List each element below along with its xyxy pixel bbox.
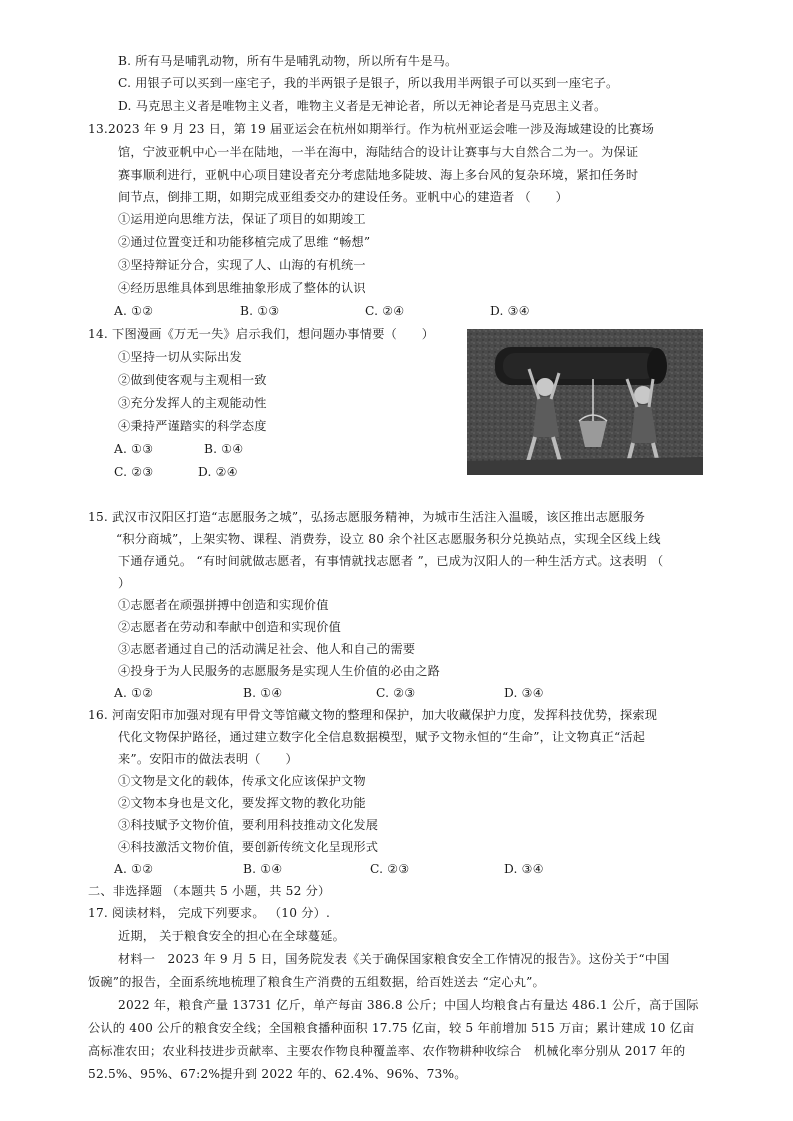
q17-material-1-line-2: 饭碗”的报告，全面系统地梳理了粮食生产消费的五组数据，给百姓送去 “定心丸”。 <box>88 975 545 989</box>
q15-stem-line-3: 下通存通兑。 “有时间就做志愿者，有事情就找志愿者 ”，已成为汉阳人的一种生活方式。这表明 （ <box>118 554 664 568</box>
q17-data-line-2: 公认的 400 公斤的粮食安全线；全国粮食播种面积 17.75 亿亩，较 5 年前增加 515 万亩；累计建成 10 亿亩 <box>88 1021 695 1035</box>
q15-item-3: ③志愿者通过自己的活动满足社会、他人和自己的需要 <box>118 642 416 656</box>
q13-item-3: ③坚持辩证分合，实现了人、山海的有机统一 <box>118 258 366 272</box>
q15-item-1: ①志愿者在顽强拼搏中创造和实现价值 <box>118 598 329 612</box>
q13-item-2: ②通过位置变迁和功能移植完成了思维 “畅想” <box>118 235 371 249</box>
q15-choice-a[interactable]: A. ①② <box>114 686 154 700</box>
q14-item-2: ②做到使客观与主观相一致 <box>118 373 267 387</box>
q15-stem-line-1: 15. 武汉市汉阳区打造“志愿服务之城”，弘扬志愿服务精神，为城市生活注入温暖，该区推出志愿服务 <box>88 510 646 524</box>
q17-data-line-1: 2022 年，粮食产量 13731 亿斤，单产每亩 386.8 公斤；中国人均粮食占有量达 486.1 公斤，高于国际 <box>118 998 699 1012</box>
q15-item-2: ②志愿者在劳动和奉献中创造和实现价值 <box>118 620 341 634</box>
q16-choice-c[interactable]: C. ②③ <box>370 862 410 876</box>
option-c-text: C. 用银子可以买到一座宅子，我的半两银子是银子，所以我用半两银子可以买到一座宅子。 <box>118 76 619 90</box>
q17-intro: 近期， 关于粮食安全的担心在全球蔓延。 <box>118 929 346 943</box>
q13-stem-line-4: 间节点，倒排工期，如期完成亚组委交办的建设任务。亚帆中心的建造者 （ ） <box>118 190 569 204</box>
q16-choice-b[interactable]: B. ①④ <box>243 862 283 876</box>
q14-choice-b[interactable]: B. ①④ <box>204 442 244 456</box>
q13-stem-line-1: 13.2023 年 9 月 23 日，第 19 届亚运会在杭州如期举行。作为杭州亚运会唯一涉及海域建设的比赛场 <box>88 122 655 136</box>
q14-choice-a[interactable]: A. ①③ <box>114 442 154 456</box>
q15-stem-line-2: “积分商城”，上架实物、课程、消费券，设立 80 余个社区志愿服务积分兑换站点，实现全区线上线 <box>116 532 661 546</box>
option-d-text: D. 马克思主义者是唯物主义者，唯物主义者是无神论者，所以无神论者是马克思主义者。 <box>118 99 607 113</box>
q15-choice-b[interactable]: B. ①④ <box>243 686 283 700</box>
q16-item-4: ④科技激活文物价值，要创新传统文化呈现形式 <box>118 840 379 854</box>
q15-choice-c[interactable]: C. ②③ <box>376 686 416 700</box>
q17-data-line-3: 高标准农田；农业科技进步贡献率、主要农作物良种覆盖率、农作物耕种收综合 机械化率分别从 2017 年的 <box>88 1044 686 1058</box>
q16-choice-a[interactable]: A. ①② <box>114 862 154 876</box>
section-heading: 二、非选择题 （本题共 5 小题，共 52 分） <box>88 884 331 898</box>
q13-choice-a[interactable]: A. ①② <box>114 304 154 318</box>
q14-item-3: ③充分发挥人的主观能动性 <box>118 396 267 410</box>
q13-stem-line-2: 馆，宁波亚帆中心一半在陆地，一半在海中，海陆结合的设计让赛事与大自然合二为一。为保证 <box>118 145 639 159</box>
q13-item-1: ①运用逆向思维方法，保证了项目的如期竣工 <box>118 212 366 226</box>
option-b-text: B. 所有马是哺乳动物，所有牛是哺乳动物，所以所有牛是马。 <box>118 54 458 68</box>
q15-item-4: ④投身于为人民服务的志愿服务是实现人生价值的必由之路 <box>118 664 441 678</box>
q16-item-1: ①文物是文化的载体，传承文化应该保护文物 <box>118 774 366 788</box>
q13-choice-b[interactable]: B. ①③ <box>240 304 280 318</box>
q16-stem-line-2: 代化文物保护路径，通过建立数字化全信息数据模型，赋予文物永恒的“生命”，让文物真正“活起 <box>118 730 646 744</box>
q15-choice-d[interactable]: D. ③④ <box>504 686 544 700</box>
q16-item-2: ②文物本身也是文化，要发挥文物的教化功能 <box>118 796 366 810</box>
q16-stem-line-1: 16. 河南安阳市加强对现有甲骨文等馆藏文物的整理和保护，加大收藏保护力度，发挥科技优势，探索现 <box>88 708 658 722</box>
cartoon-image <box>467 329 703 475</box>
q13-choice-d[interactable]: D. ③④ <box>490 304 530 318</box>
q17-data-line-4: 52.5%、95%、67:2%提升到 2022 年的、62.4%、96%、73%。 <box>88 1067 467 1081</box>
q14-stem: 14. 下图漫画《万无一失》启示我们，想问题办事情要（ ） <box>88 327 435 341</box>
q15-stem-line-4: ） <box>118 576 131 590</box>
q16-item-3: ③科技赋予文物价值，要利用科技推动文化发展 <box>118 818 379 832</box>
q14-choice-d[interactable]: D. ②④ <box>198 465 238 479</box>
q14-choice-c[interactable]: C. ②③ <box>114 465 154 479</box>
q14-item-4: ④秉持严谨踏实的科学态度 <box>118 419 267 433</box>
q16-stem-line-3: 来”。安阳市的做法表明（ ） <box>118 752 298 766</box>
q17-stem: 17. 阅读材料， 完成下列要求。 （10 分）. <box>88 906 331 920</box>
q13-choice-c[interactable]: C. ②④ <box>365 304 405 318</box>
q17-material-1-line-1: 材料一 2023 年 9 月 5 日，国务院发表《关于确保国家粮食安全工作情况的报告》。这份关于“中国 <box>118 952 670 966</box>
q14-item-1: ①坚持一切从实际出发 <box>118 350 242 364</box>
q13-stem-line-3: 赛事顺利进行，亚帆中心项目建设者充分考虑陆地多陡坡、海上多台风的复杂环境，紧扣任务时 <box>118 168 639 182</box>
q16-choice-d[interactable]: D. ③④ <box>504 862 544 876</box>
q13-item-4: ④经历思维具体到思维抽象形成了整体的认识 <box>118 281 366 295</box>
